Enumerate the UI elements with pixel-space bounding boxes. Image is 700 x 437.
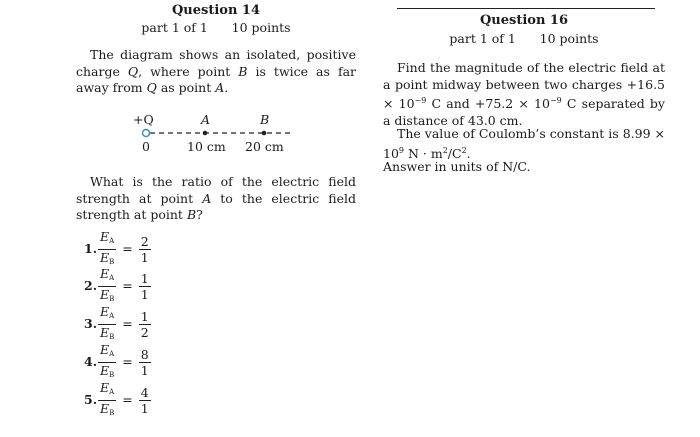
value-fraction: $\frac{8}{1}$	[140, 346, 149, 378]
tick-zero-label: 0	[142, 139, 150, 154]
point-a-dot	[203, 131, 208, 136]
ratio-fraction: $\frac{E_A}{E_B}$	[100, 228, 115, 266]
question-14-question: What is the ratio of the electric field strength at point A to the electric field strength at point B?	[76, 174, 356, 222]
answer-units: Answer in units of N/C.	[383, 159, 531, 174]
column-divider-rule	[397, 8, 655, 9]
tick-a-label: 10 cm	[187, 139, 226, 154]
ratio-fraction: $\frac{E_A}{E_B}$	[100, 379, 115, 417]
question-14-part: part 1 of 1 10 points	[141, 20, 291, 35]
ratio-fraction: $\frac{E_A}{E_B}$	[100, 341, 115, 379]
choice-number: 4.	[84, 353, 98, 369]
value-fraction: $\frac{1}{2}$	[140, 308, 149, 340]
value-fraction: $\frac{2}{1}$	[140, 233, 149, 265]
choice-3[interactable]: 3. $\frac{E_A}{E_B}$ = $\frac{1}{2}$	[84, 306, 153, 342]
value-fraction: $\frac{4}{1}$	[140, 384, 149, 416]
choice-number: 1.	[84, 240, 98, 256]
question-14-title: Question 14	[171, 3, 261, 18]
tick-b-label: 20 cm	[245, 139, 284, 154]
charge-label: +Q	[133, 112, 154, 127]
choice-5[interactable]: 5. $\frac{E_A}{E_B}$ = $\frac{4}{1}$	[84, 382, 153, 418]
choice-number: 3.	[84, 315, 98, 331]
question-16-constant: The value of Coulomb’s constant is $8.99 \times 10^9$ $N \cdot m^2/C^2$.	[383, 126, 665, 161]
choice-1[interactable]: 1. $\frac{E_A}{E_B}$ = $\frac{2}{1}$	[84, 231, 153, 267]
choice-4[interactable]: 4. $\frac{E_A}{E_B}$ = $\frac{8}{1}$	[84, 344, 153, 380]
value-fraction: $\frac{1}{1}$	[140, 270, 149, 302]
point-b-dot	[262, 131, 267, 136]
ratio-fraction: $\frac{E_A}{E_B}$	[100, 303, 115, 341]
charge-point	[143, 130, 150, 137]
charge-diagram	[131, 112, 301, 156]
question-16-part: part 1 of 1 10 points	[449, 31, 599, 46]
question-16-problem: Find the magnitude of the electric field at a point midway between two charges $+16.5 \times 10^{-9}$ C and $+75.2 \times 10^{-9}$ C separated by a distance of 43.0 cm.	[383, 60, 665, 128]
point-b-label: B	[260, 112, 270, 127]
choice-number: 2.	[84, 277, 98, 293]
point-a-label: A	[201, 112, 211, 127]
question-16-title: Question 16	[479, 13, 569, 28]
ratio-fraction: $\frac{E_A}{E_B}$	[100, 265, 115, 303]
choice-number: 5.	[84, 391, 98, 407]
choice-2[interactable]: 2. $\frac{E_A}{E_B}$ = $\frac{1}{1}$	[84, 268, 153, 304]
question-14-intro: The diagram shows an isolated, positive charge Q, where point B is twice as far away from Q as point A.	[76, 47, 356, 95]
